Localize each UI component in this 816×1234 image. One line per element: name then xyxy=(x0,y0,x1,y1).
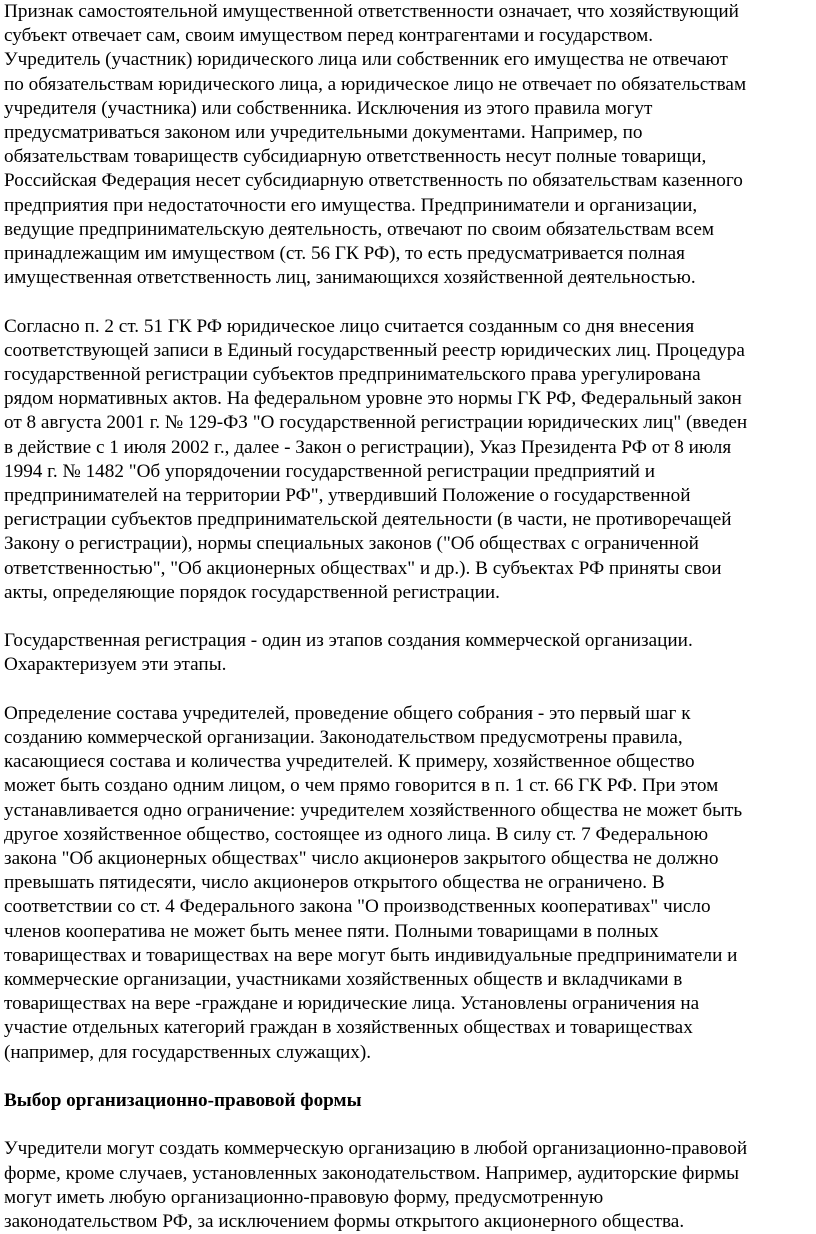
paragraph-registration: Согласно п. 2 ст. 51 ГК РФ юридическое лицо считается созданным со дня внесения соответствующей записи в Единый государственный реестр юридических лиц. Процедура государственной регистрации субъектов предпринимательского права урегулирована рядом нормативных актов. На федеральном уровне это нормы ГК РФ, Федеральный закон от 8 августа 2001 г. № 129-ФЗ "О государственной регистрации юридических лиц" (введен в действие с 1 июля 2002 г., далее - Закон о регистрации), Указ Президента РФ от 8 июля 1994 г. № 1482 "Об упорядочении государственной регистрации предприятий и предпринимателей на территории РФ", утвердивший Положение о государственной регистрации субъектов предпринимательской деятельности (в части, не противоречащей Закону о регистрации), нормы специальных законов ("Об обществах с ограниченной ответственностью", "Об акционерных обществах" и др.). В субъектах РФ приняты свои акты, определяющие порядок государственной регистрации. xyxy=(4,315,748,603)
paragraph-legal-form: Учредители могут создать коммерческую организацию в любой организационно-правовой форме, кроме случаев, установленных законодательством. Например, аудиторские фирмы могут иметь любую организационно-правовую форму, предусмотренную законодательством РФ, за исключением формы открытого акционерного общества. xyxy=(4,1138,748,1233)
paragraph-gap xyxy=(4,1065,814,1089)
paragraph-gap xyxy=(4,678,814,702)
paragraph-founders: Определение состава учредителей, проведение общего собрания - это первый шаг к созданию коммерческой организации. Законодательством предусмотрены правила, касающиеся состава и количества учредителей. К примеру, хозяйственное общество может быть создано одним лицом, о чем прямо говорится в п. 1 ст. 66 ГК РФ. При этом устанавливается одно ограничение: учредителем хозяйственного общества не может быть другое хозяйственное общество, состоящее из одного лица. В силу ст. 7 Федеральною закона "Об акционерных обществах" число акционеров закрытого общества не должно превышать пятидесяти, число акционеров открытого общества не ограничено. В соответствии со ст. 4 Федерального закона "О производственных кооперативах" число членов кооператива не может быть менее пяти. Полными товарищами в полных товариществах и товариществах на вере могут быть индивидуальные предприниматели и коммерческие организации, участниками хозяйственных обществ и вкладчиками в товариществах на вере -граждане и юридические лица. Установлены ограничения на участие отдельных категорий граждан в хозяйственных обществах и товариществах (например, для государственных служащих). xyxy=(4,702,743,1063)
section-heading: Выбор организационно-правовой формы xyxy=(4,1090,362,1112)
paragraph-gap xyxy=(4,290,814,314)
document-page xyxy=(4,0,814,1234)
paragraph-liability: Признак самостоятельной имущественной ответственности означает, что хозяйствующий субъект отвечает сам, своим имуществом перед контрагентами и государством. Учредитель (участник) юридического лица или собственник его имущества не отвечают по обязательствам юридического лица, а юридическое лицо не отвечает по обязательствам учредителя (участника) или собственника. Исключения из этого правила могут предусматриваться законом или учредительными документами. Например, по обязательствам товариществ субсидиарную ответственность несут полные товарищи, Российская Федерация несет субсидиарную ответственность по обязательствам казенного предприятия при недостаточности его имущества. Предприниматели и организации, ведущие предпринимательскую деятельность, отвечают по своим обязательствам всем принадлежащим им имуществом (ст. 56 ГК РФ), то есть предусматривается полная имущественная ответственность лиц, занимающихся хозяйственной деятельностью. xyxy=(4,1,747,289)
paragraph-gap xyxy=(4,605,814,629)
paragraph-stages: Государственная регистрация - один из этапов создания коммерческой организации. Охарактеризуем эти этапы. xyxy=(4,630,693,676)
paragraph-gap xyxy=(4,1113,814,1137)
